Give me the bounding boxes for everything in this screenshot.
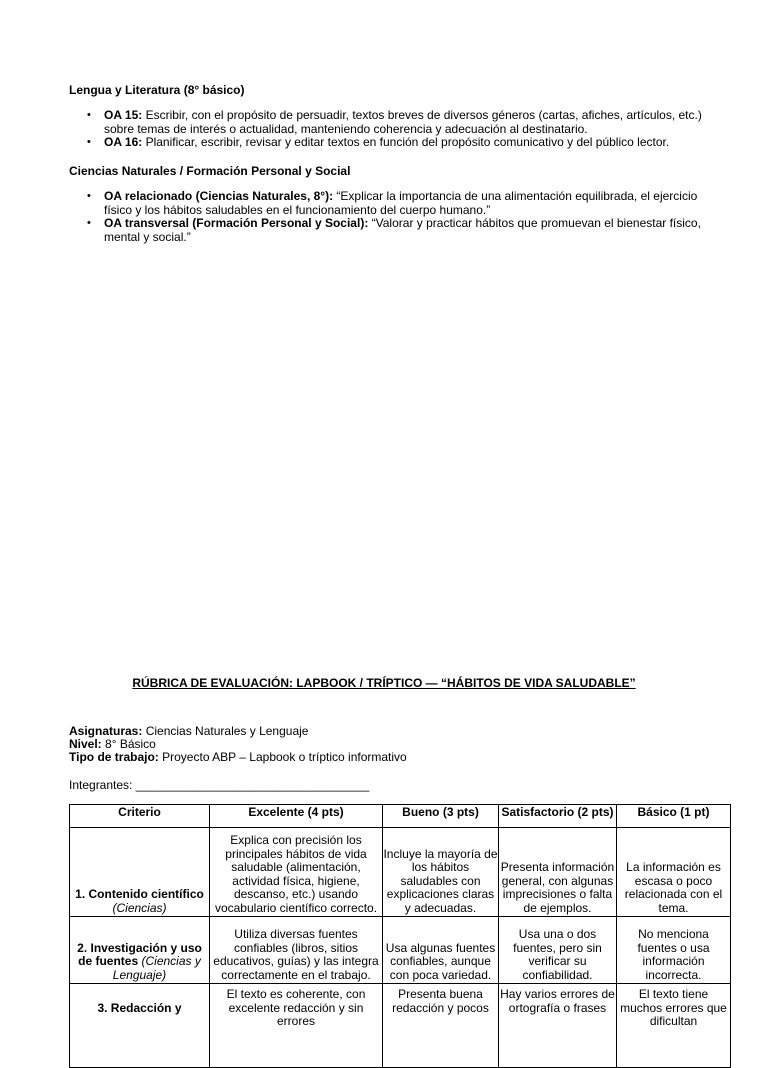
rubric-title: RÚBRICA DE EVALUACIÓN: LAPBOOK / TRÍPTICO — “HÁBITOS DE VIDA SALUDABLE” [132,676,636,690]
ciencias-objectives-list [69,190,709,244]
rubric-cell: No menciona fuentes o usa información incorrecta. [617,917,731,984]
criterion-note: (Ciencias) [112,900,167,915]
header-basic: Básico (1 pt) [617,805,731,828]
rubric-cell: El texto tiene muchos errores que dificultan [617,984,731,1068]
table-row [70,828,731,917]
rubric-cell: Incluye la mayoría de los hábitos saludables con explicaciones claras y adecuadas. [383,828,499,917]
list-item [69,109,709,136]
objective-code: OA 15: [104,108,143,122]
work-type-value: Proyecto ABP – Lapbook o tríptico informativo [158,750,407,764]
rubric-cell: La información es escasa o poco relacionada con el tema. [617,828,731,917]
criterion-cell [70,828,210,917]
criterion-name: 3. Redacción y [97,1001,182,1015]
rubric-table [69,804,731,1068]
section-heading-lengua: Lengua y Literatura (8° básico) [69,83,245,97]
table-row [70,984,731,1068]
work-type-line [69,751,407,765]
list-item [69,217,709,244]
objective-text: “Explicar la importancia de una alimentación equilibrada, el ejercicio físico y los hábitos saludables en el funcionamiento del cuerpo humano.” [104,189,698,217]
rubric-cell: Presenta buena redacción y pocos [383,984,499,1068]
criterion-name: 1. Contenido científico [75,887,204,901]
members-line: Integrantes: ___________________________________ [69,778,370,792]
criterion-note: (Ciencias y Lenguaje) [112,954,201,982]
rubric-cell: Usa algunas fuentes confiables, aunque con poca variedad. [383,917,499,984]
work-type-label: Tipo de trabajo: [69,750,159,764]
header-criterion: Criterio [70,805,210,828]
criterion-cell [70,984,210,1068]
header-good: Bueno (3 pts) [383,805,499,828]
section-heading-ciencias: Ciencias Naturales / Formación Personal y Social [69,164,351,178]
header-excellent: Excelente (4 pts) [210,805,383,828]
objective-text: “Valorar y practicar hábitos que promuevan el bienestar físico, mental y social.” [104,216,701,244]
objective-code: OA transversal (Formación Personal y Social): [104,216,369,230]
objective-code: OA 16: [104,135,143,149]
rubric-cell: Utiliza diversas fuentes confiables (libros, sitios educativos, guías) y las integra correctamente en el trabajo. [210,917,383,984]
rubric-cell: Usa una o dos fuentes, pero sin verificar su confiabilidad. [499,917,617,984]
objective-text: Escribir, con el propósito de persuadir, textos breves de diversos géneros (cartas, afiches, artículos, etc.) sobre temas de interés o actualidad, manteniendo coherencia y adecuación al destinatario. [104,108,702,136]
rubric-cell: Hay varios errores de ortografía o frases [499,984,617,1068]
list-item [69,190,709,217]
subjects-label: Asignaturas: [69,724,143,738]
lengua-objectives-list [69,109,709,150]
rubric-cell: El texto es coherente, con excelente redacción y sin errores [210,984,383,1068]
criterion-name: 2. Investigación y uso de fuentes [77,940,202,968]
subjects-value: Ciencias Naturales y Lenguaje [142,724,309,738]
level-label: Nivel: [69,737,102,751]
header-satisfactory: Satisfactorio (2 pts) [499,805,617,828]
table-row [70,917,731,984]
objective-code: OA relacionado (Ciencias Naturales, 8°): [104,189,334,203]
list-item [69,136,709,150]
level-value: 8° Básico [101,737,156,751]
rubric-cell: Explica con precisión los principales hábitos de vida saludable (alimentación, actividad física, higiene, descanso, etc.) usando vocabulario científico correcto. [210,828,383,917]
objective-text: Planificar, escribir, revisar y editar textos en función del propósito comunicativo y del público lector. [142,135,670,149]
table-header-row [70,805,731,828]
criterion-cell [70,917,210,984]
rubric-cell: Presenta información general, con algunas imprecisiones o falta de ejemplos. [499,828,617,917]
